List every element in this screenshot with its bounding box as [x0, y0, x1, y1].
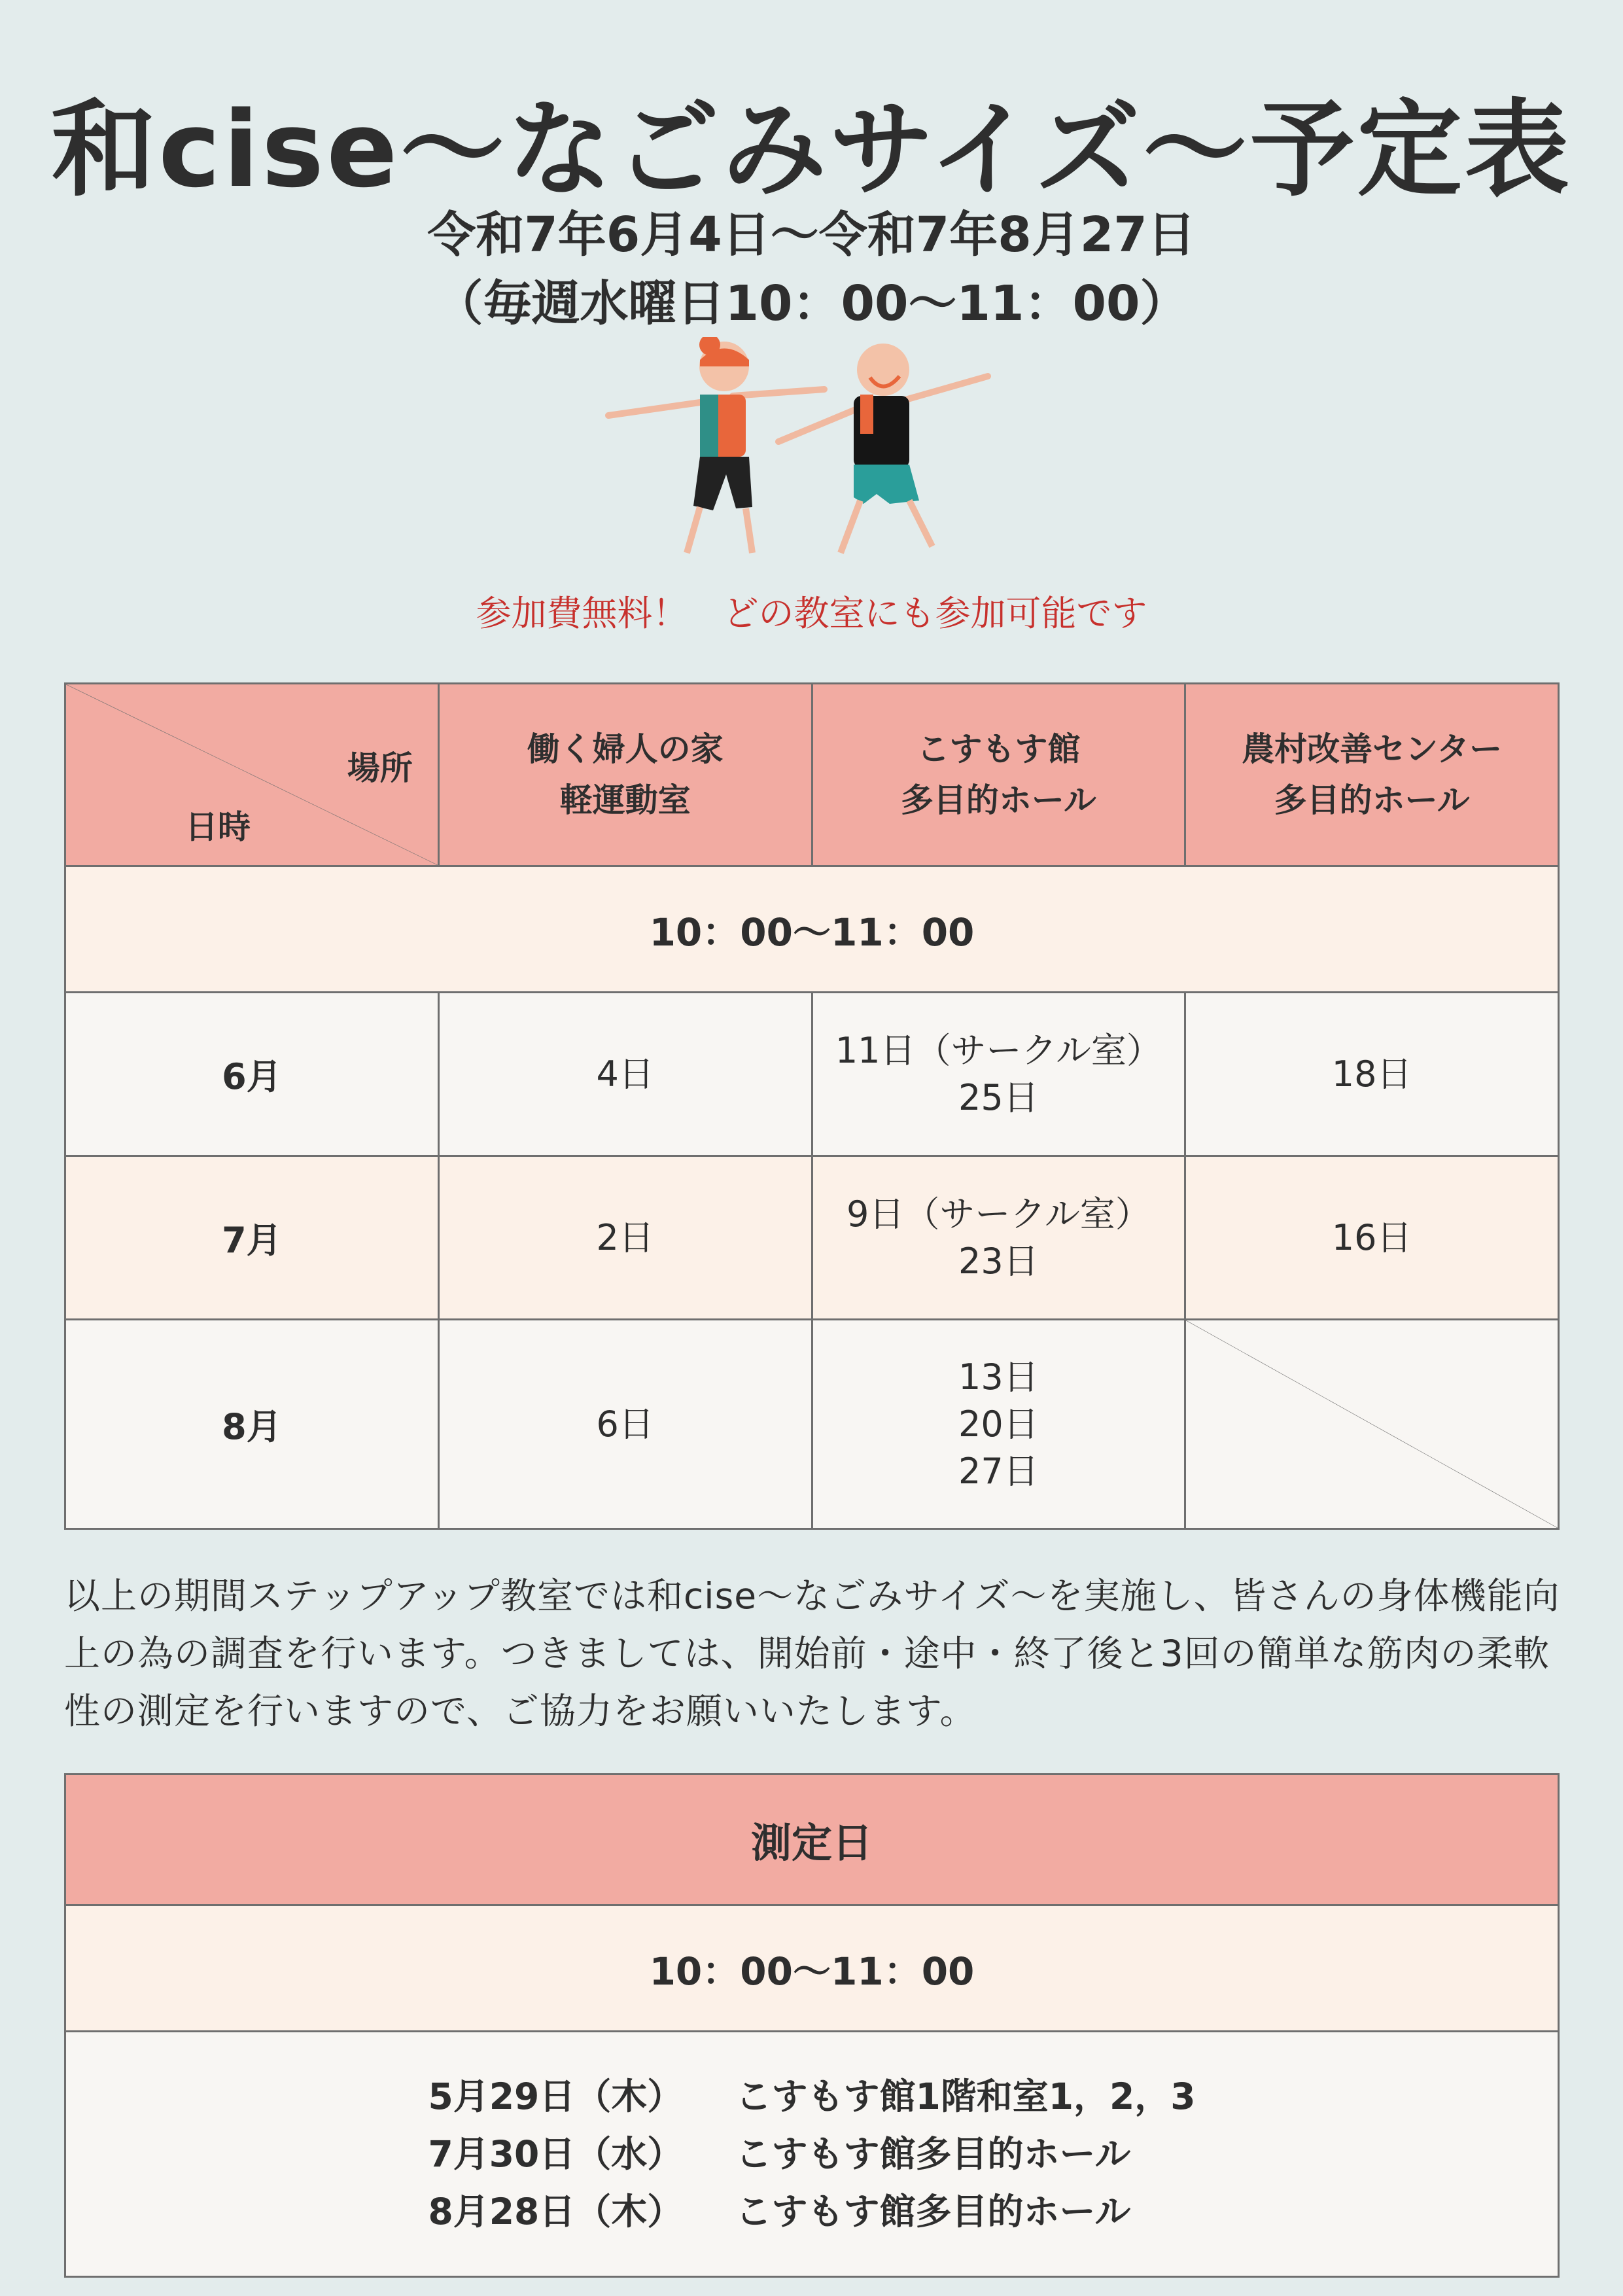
date-line: 9日（サークル室） [846, 1193, 1151, 1235]
table-corner-cell [65, 684, 439, 866]
corner-label-place: 場所 [347, 749, 413, 787]
date-cell [812, 993, 1185, 1156]
list-item [428, 2068, 1195, 2125]
date-line: 20日 [958, 1403, 1039, 1445]
venue-room: 多目的ホール [900, 781, 1096, 819]
woman-figure [608, 337, 824, 553]
man-figure [778, 344, 988, 553]
period-text: 令和7年6月4日～令和7年8月27日 [427, 207, 1196, 263]
venue-name: 働く婦人の家 [527, 730, 724, 768]
page-title: 和cise～なごみサイズ～予定表 [51, 88, 1572, 211]
month-cell: 6月 [65, 993, 439, 1156]
measurement-list [428, 2068, 1195, 2240]
date-cell: 4日 [438, 993, 812, 1156]
venue-header-1 [438, 684, 812, 866]
measurement-date: 7月30日（水） [428, 2133, 684, 2175]
list-item [428, 2183, 1195, 2240]
venue-room: 軽運動室 [559, 781, 691, 819]
description-paragraph: 以上の期間ステップアップ教室では和cise～なごみサイズ～を実施し、皆さんの身体機能向上の為の調査を行います。つきましては、開始前・途中・終了後と3回の簡単な筋肉の柔軟性の測定を行いますので、ご協力をお願いいたします。 [64, 1575, 1560, 1732]
month-cell: 7月 [65, 1156, 439, 1320]
table-row [65, 1320, 1559, 1529]
date-line: 23日 [958, 1240, 1039, 1282]
list-item [428, 2125, 1195, 2183]
measurement-place: こすもす館多目的ホール [735, 2133, 1131, 2175]
month-cell: 8月 [65, 1320, 439, 1529]
venue-name: こすもす館 [916, 730, 1081, 768]
date-cell [812, 1156, 1185, 1320]
schedule-table [64, 682, 1560, 1530]
table-row [65, 1156, 1559, 1320]
weekly-time-text: （毎週水曜日10：00～11：00） [434, 275, 1189, 332]
measurement-title: 測定日 [65, 1775, 1559, 1905]
date-cell: 6日 [438, 1320, 812, 1529]
schedule-time-row: 10：00～11：00 [65, 866, 1559, 993]
venue-header-2 [812, 684, 1185, 866]
no-session-diagonal-line [1186, 1320, 1558, 1528]
corner-label-date: 日時 [185, 808, 251, 846]
date-cell: 2日 [438, 1156, 812, 1320]
venue-header-3 [1185, 684, 1559, 866]
venue-room: 多目的ホール [1274, 781, 1470, 819]
date-cell: 16日 [1185, 1156, 1559, 1320]
no-session-cell [1185, 1320, 1559, 1529]
date-cell: 18日 [1185, 993, 1559, 1156]
date-cell [812, 1320, 1185, 1529]
measurement-time-row: 10：00～11：00 [65, 1905, 1559, 2032]
date-line: 11日（サークル室） [835, 1029, 1162, 1071]
table-row [65, 993, 1559, 1156]
date-line: 13日 [958, 1356, 1039, 1398]
measurement-place: こすもす館1階和室1，2，3 [735, 2075, 1196, 2117]
free-participation-note: 参加費無料！ どの教室にも参加可能です [476, 593, 1147, 634]
measurement-place: こすもす館多目的ホール [735, 2191, 1131, 2233]
measurement-date: 8月28日（木） [428, 2191, 684, 2233]
exercising-seniors-illustration [602, 337, 1007, 579]
date-line: 25日 [958, 1076, 1039, 1118]
venue-name: 農村改善センター [1242, 730, 1503, 768]
date-line: 27日 [958, 1450, 1039, 1492]
measurement-date: 5月29日（木） [428, 2075, 684, 2117]
measurement-list-cell [65, 2032, 1559, 2277]
measurement-table [64, 1773, 1560, 2278]
